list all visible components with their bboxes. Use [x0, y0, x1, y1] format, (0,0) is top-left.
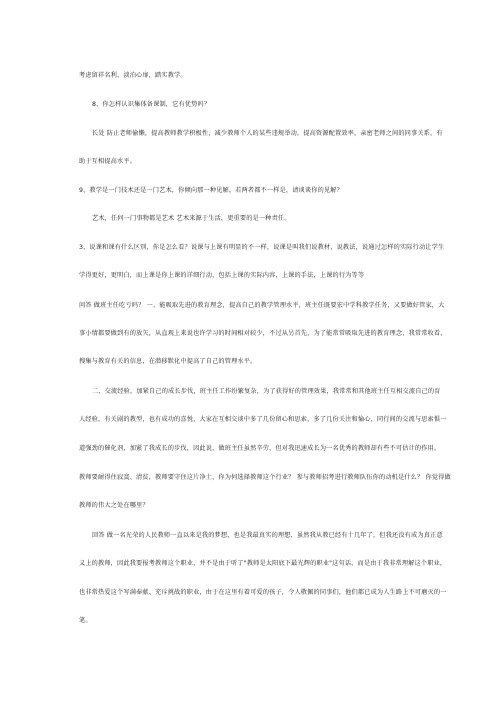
paragraph-line: 道强劲的催化剂，加紧了我成长的步伐，因此说，做班主任虽然辛劳，但对我迅速成长为一名优秀的教师却有些不可估计的作用。 [79, 445, 441, 452]
paragraph-line: 二、交流经验，加紧自己的成长步伐，班主任工作纷繁复杂，为了获得好的管理效果，我常常和其他班主任互相交流自己的育 [92, 388, 441, 395]
paragraph-line: 笔。 [79, 617, 92, 624]
paragraph-line: 艺术，任何一门事物都是艺术 艺术来源于生活，更重要的是一种责任。 [92, 215, 291, 222]
paragraph-line: 人经验，有关剧的教型，也有成功的喜悦，大家在互相交谈中多了几份留心和思索，多了几份关注和愉心，同行间的交流与思索惧一 [79, 416, 447, 423]
paragraph-line: 事小情都要做到有的放矢，从直观上来说也许学习的时间相对较少，不过从另首先，为了能常常吸取先进的教育理念，我常常收看、 [79, 330, 447, 337]
paragraph-line: 考虑留祥名利、淡泊心扉，踏实教学。 [79, 72, 187, 79]
paragraph-line: 义上的教师，因此我要报考教师这个职业，并不是由于听了"教师是太阳底下最光辉的职业"这句话，而是由于我非常理解这个职业， [79, 560, 447, 567]
question-heading: 9、教学是一门技术还是一门艺术，你倾向那一种见解，若两者都不一样是，请谈谈你的见解？ [79, 187, 343, 194]
paragraph-line: 回答 做一名光荣的人民教师一直以来是我的梦想，也是我最真实的理想，虽然我从教已经有十几年了，但我还没有成为真正意 [92, 532, 443, 539]
paragraph-line: 问答 做班主任吃亏吗？ 一、能吸取先进的教育理念，提高自己的教学管理水平，班主任既要宏中学科教学任务，又要做好管家，大 [79, 302, 445, 309]
paragraph-line: 搜集与教育有关的信息，在潜移默化中提高了自己的管理水平。 [79, 358, 257, 365]
paragraph-line: 长处 防止老师偷懒，提高教师教学积极性，减少教师个人的某些违规举动，提高资源配置效率，亲密老师之间的同事关系，有 [92, 130, 443, 137]
paragraph-line: 教师要耐得住寂寞、清贫，教师要守住这片净土，你为何选择教师这个行业？ 参与教师招考进行教师队伍你的动机是什么？ 你觉得做 [79, 474, 451, 481]
paragraph-line: 学得更好，更明白，而上课是你上课的详细行动，包括上课的实际内容，上课的手法，上课的行为等等 [79, 272, 365, 279]
question-heading: 8、你怎样认识集体备课制，它有优势吗？ [92, 101, 211, 108]
paragraph-line: 也非常热爱这个写满奉献、充斥挑战的职业，由于在这里有着可爱的孩子，令人敬佩的同事们，他们都已成为人生路上不可磨灭的一 [79, 589, 447, 596]
paragraph-line: 助于互相提高水平。 [79, 158, 137, 165]
paragraph-line: 3、说课和课有什么区别，你是怎么看？说课与上课有明显的不一样，说课是叫我们说教材，说教法，说通过怎样的实际行动让学生 [79, 244, 445, 251]
paragraph-line: 教师的伟大之处在哪里？ [79, 502, 149, 509]
